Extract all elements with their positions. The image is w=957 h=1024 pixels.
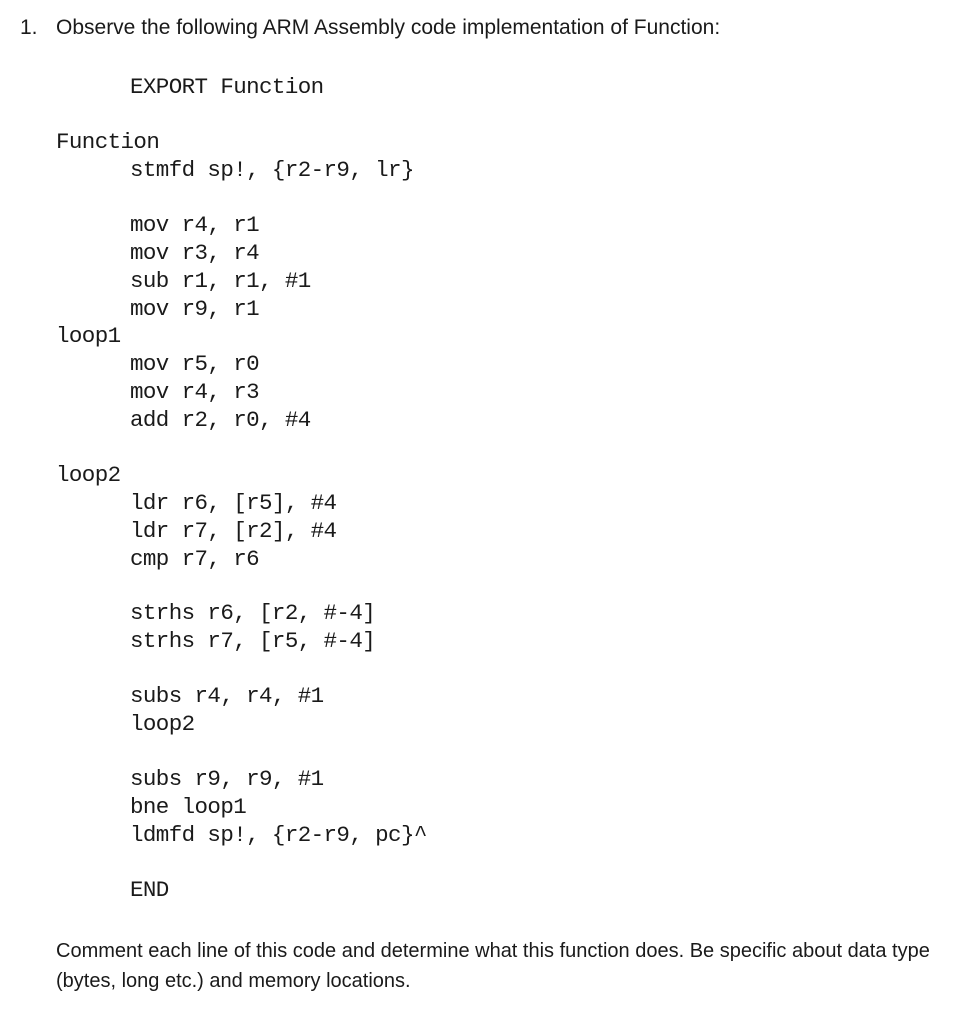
question-number: 1. [20,16,38,39]
code-line-strhs-r7: strhs r7, [r5, #-4] [130,628,376,654]
code-line-subs-r4: subs r4, r4, #1 [130,683,324,709]
code-line-loop2-branch: loop2 [130,711,195,737]
question-heading [20,16,720,40]
export-directive: EXPORT Function [130,74,324,100]
code-line-mov-r9-r1: mov r9, r1 [130,296,260,322]
code-line-bne-loop1: bne loop1 [130,794,247,820]
code-line-mov-r3-r4: mov r3, r4 [130,240,260,266]
code-line-add-r2: add r2, r0, #4 [130,407,311,433]
code-line-ldr-r6: ldr r6, [r5], #4 [130,490,337,516]
code-line-mov-r5-r0: mov r5, r0 [130,351,260,377]
code-label-function: Function [56,129,160,155]
code-label-loop2: loop2 [56,462,121,488]
code-line-ldr-r7: ldr r7, [r2], #4 [130,518,337,544]
code-line-mov-r4-r1: mov r4, r1 [130,212,260,238]
code-line-mov-r4-r3: mov r4, r3 [130,379,260,405]
code-line-stmfd: stmfd sp!, {r2-r9, lr} [130,157,414,183]
code-line-end: END [130,877,169,903]
instructions-text: Comment each line of this code and determine what this function does. Be specific about data type (bytes, long etc.) and memory locations. [56,940,930,992]
code-line-strhs-r6: strhs r6, [r2, #-4] [130,600,376,626]
code-label-loop1: loop1 [56,323,121,349]
code-line-sub-r1: sub r1, r1, #1 [130,268,311,294]
code-line-ldmfd: ldmfd sp!, {r2-r9, pc}^ [130,822,427,848]
code-line-cmp: cmp r7, r6 [130,546,260,572]
question-prompt: Observe the following ARM Assembly code implementation of Function: [56,16,721,39]
code-line-subs-r9: subs r9, r9, #1 [130,766,324,792]
